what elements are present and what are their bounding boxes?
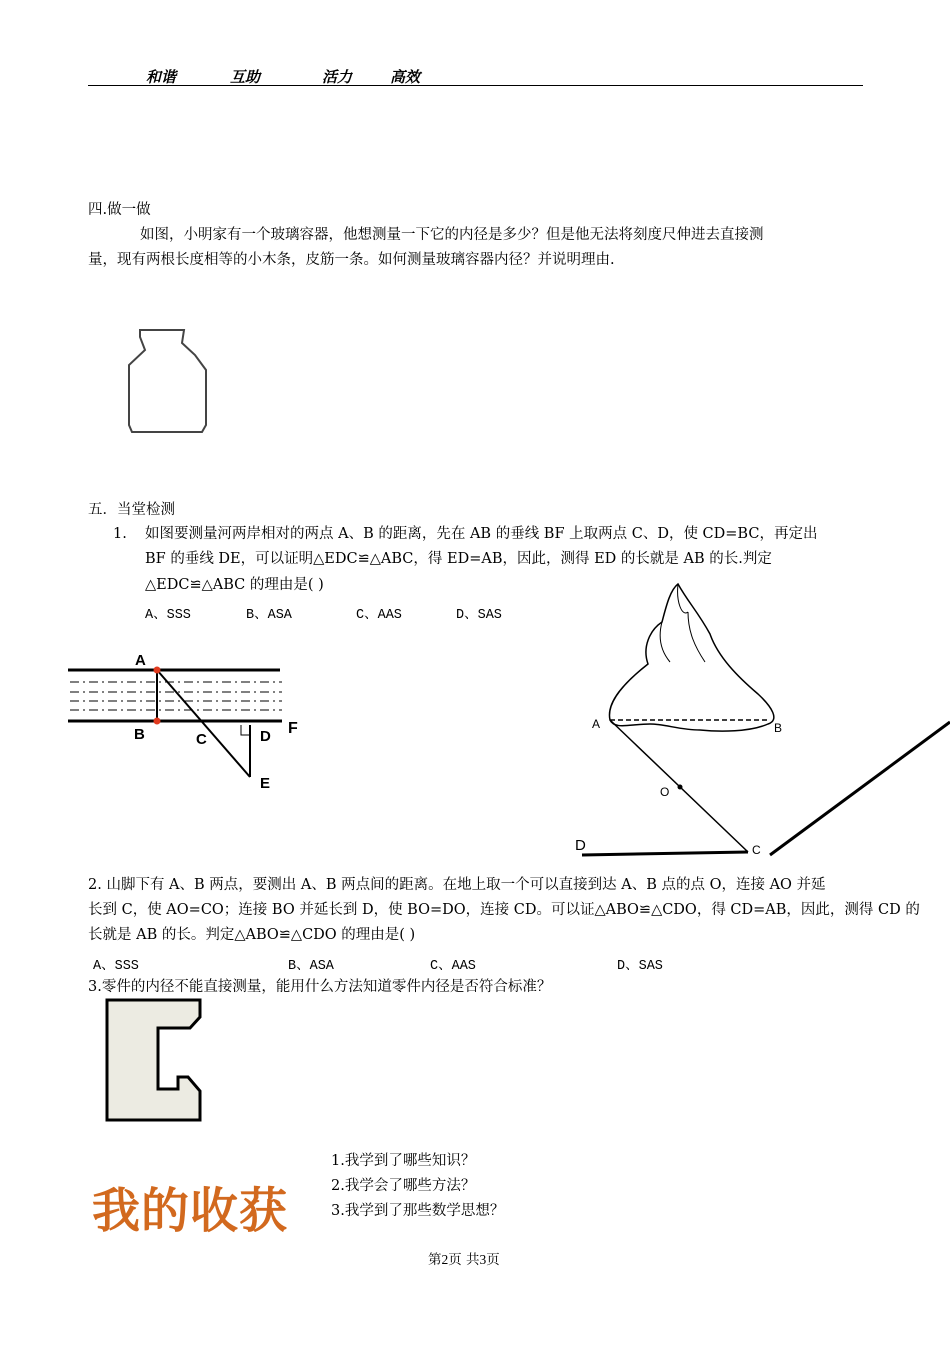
q1-line1: 如图要测量河两岸相对的两点 A、B 的距离，先在 AB 的垂线 BF 上取两点 C、D，使 CD=BC，再定出 [145, 526, 818, 542]
machine-part-figure [100, 995, 210, 1125]
header-motto-1: 和谐 [146, 68, 177, 86]
river-figure [60, 645, 320, 795]
glass-container-figure [120, 325, 215, 437]
q3-line: 3.零件的内径不能直接测量，能用什么方法知道零件内径是否符合标准？ [88, 979, 552, 995]
river-label-d: D [260, 728, 271, 745]
mountain-label-d: D [575, 837, 586, 854]
harvest-item-3: 3.我学到了那些数学思想？ [331, 1203, 505, 1219]
q1-number: 1. [113, 526, 127, 542]
mountain-label-o: O [660, 785, 670, 799]
footer-prefix: 第 [428, 1252, 442, 1268]
q1-option-d: D、SAS [456, 608, 502, 623]
header-motto-2: 互助 [230, 68, 261, 86]
q1-option-c: C、AAS [356, 608, 402, 623]
river-label-e: E [260, 775, 271, 792]
q2-line1: 2. 山脚下有 A、B 两点，要测出 A、B 两点间的距离。在地上取一个可以直接到达 A、B 点的点 O，连接 AO 并延 [88, 877, 826, 893]
harvest-item-2: 2.我学会了哪些方法？ [331, 1178, 476, 1194]
q1-line2: BF 的垂线 DE，可以证明△EDC≌△ABC，得 ED=AB，因此，测得 ED 的长就是 AB 的长.判定 [145, 551, 772, 567]
mountain-figure [570, 582, 950, 867]
section5-title: 五．当堂检测 [88, 502, 175, 518]
section4-para-line2: 量，现有两根长度相等的小木条，皮筋一条。如何测量玻璃容器内径？并说明理由. [88, 252, 615, 268]
q2-line3: 长就是 AB 的长。判定△ABO≌△CDO 的理由是( ) [88, 927, 416, 943]
q2-option-d: D、SAS [617, 959, 663, 974]
footer-mid: 页 共 [448, 1252, 480, 1268]
mountain-label-b: B [774, 721, 783, 735]
footer-suffix: 页 [486, 1252, 500, 1268]
header-motto-3: 活力 [322, 68, 353, 86]
q1-option-a: A、SSS [145, 608, 191, 623]
section4-para-line1: 如图，小明家有一个玻璃容器，他想测量一下它的内径是多少？但是他无法将刻度尺伸进去直接测 [140, 227, 764, 243]
river-label-c: C [196, 731, 207, 748]
footer-page-num: 2 [441, 1252, 449, 1267]
harvest-item-1: 1.我学到了哪些知识？ [331, 1153, 476, 1169]
header-rule [88, 85, 863, 86]
q1-option-b: B、ASA [246, 608, 292, 623]
q2-option-a: A、SSS [93, 959, 139, 974]
river-label-b: B [134, 726, 145, 743]
q2-option-b: B、ASA [288, 959, 334, 974]
q1-line3: △EDC≌△ABC 的理由是( ) [145, 577, 324, 593]
river-label-f: F [288, 720, 298, 737]
river-label-a: A [135, 652, 146, 669]
footer-page-total: 3 [479, 1252, 487, 1267]
header-motto-4: 高效 [390, 68, 421, 86]
section4-title: 四.做一做 [88, 202, 151, 218]
harvest-title: 我的收获 [92, 1183, 289, 1239]
mountain-label-c: C [752, 843, 761, 857]
page-footer [428, 1248, 500, 1268]
q2-line2: 长到 C，使 AO=CO；连接 BO 并延长到 D，使 BO=DO，连接 CD。可以证△ABO≌△CDO，得 CD=AB，因此，测得 CD 的 [88, 902, 920, 918]
mountain-label-a: A [592, 717, 601, 731]
q2-option-c: C、AAS [430, 959, 476, 974]
